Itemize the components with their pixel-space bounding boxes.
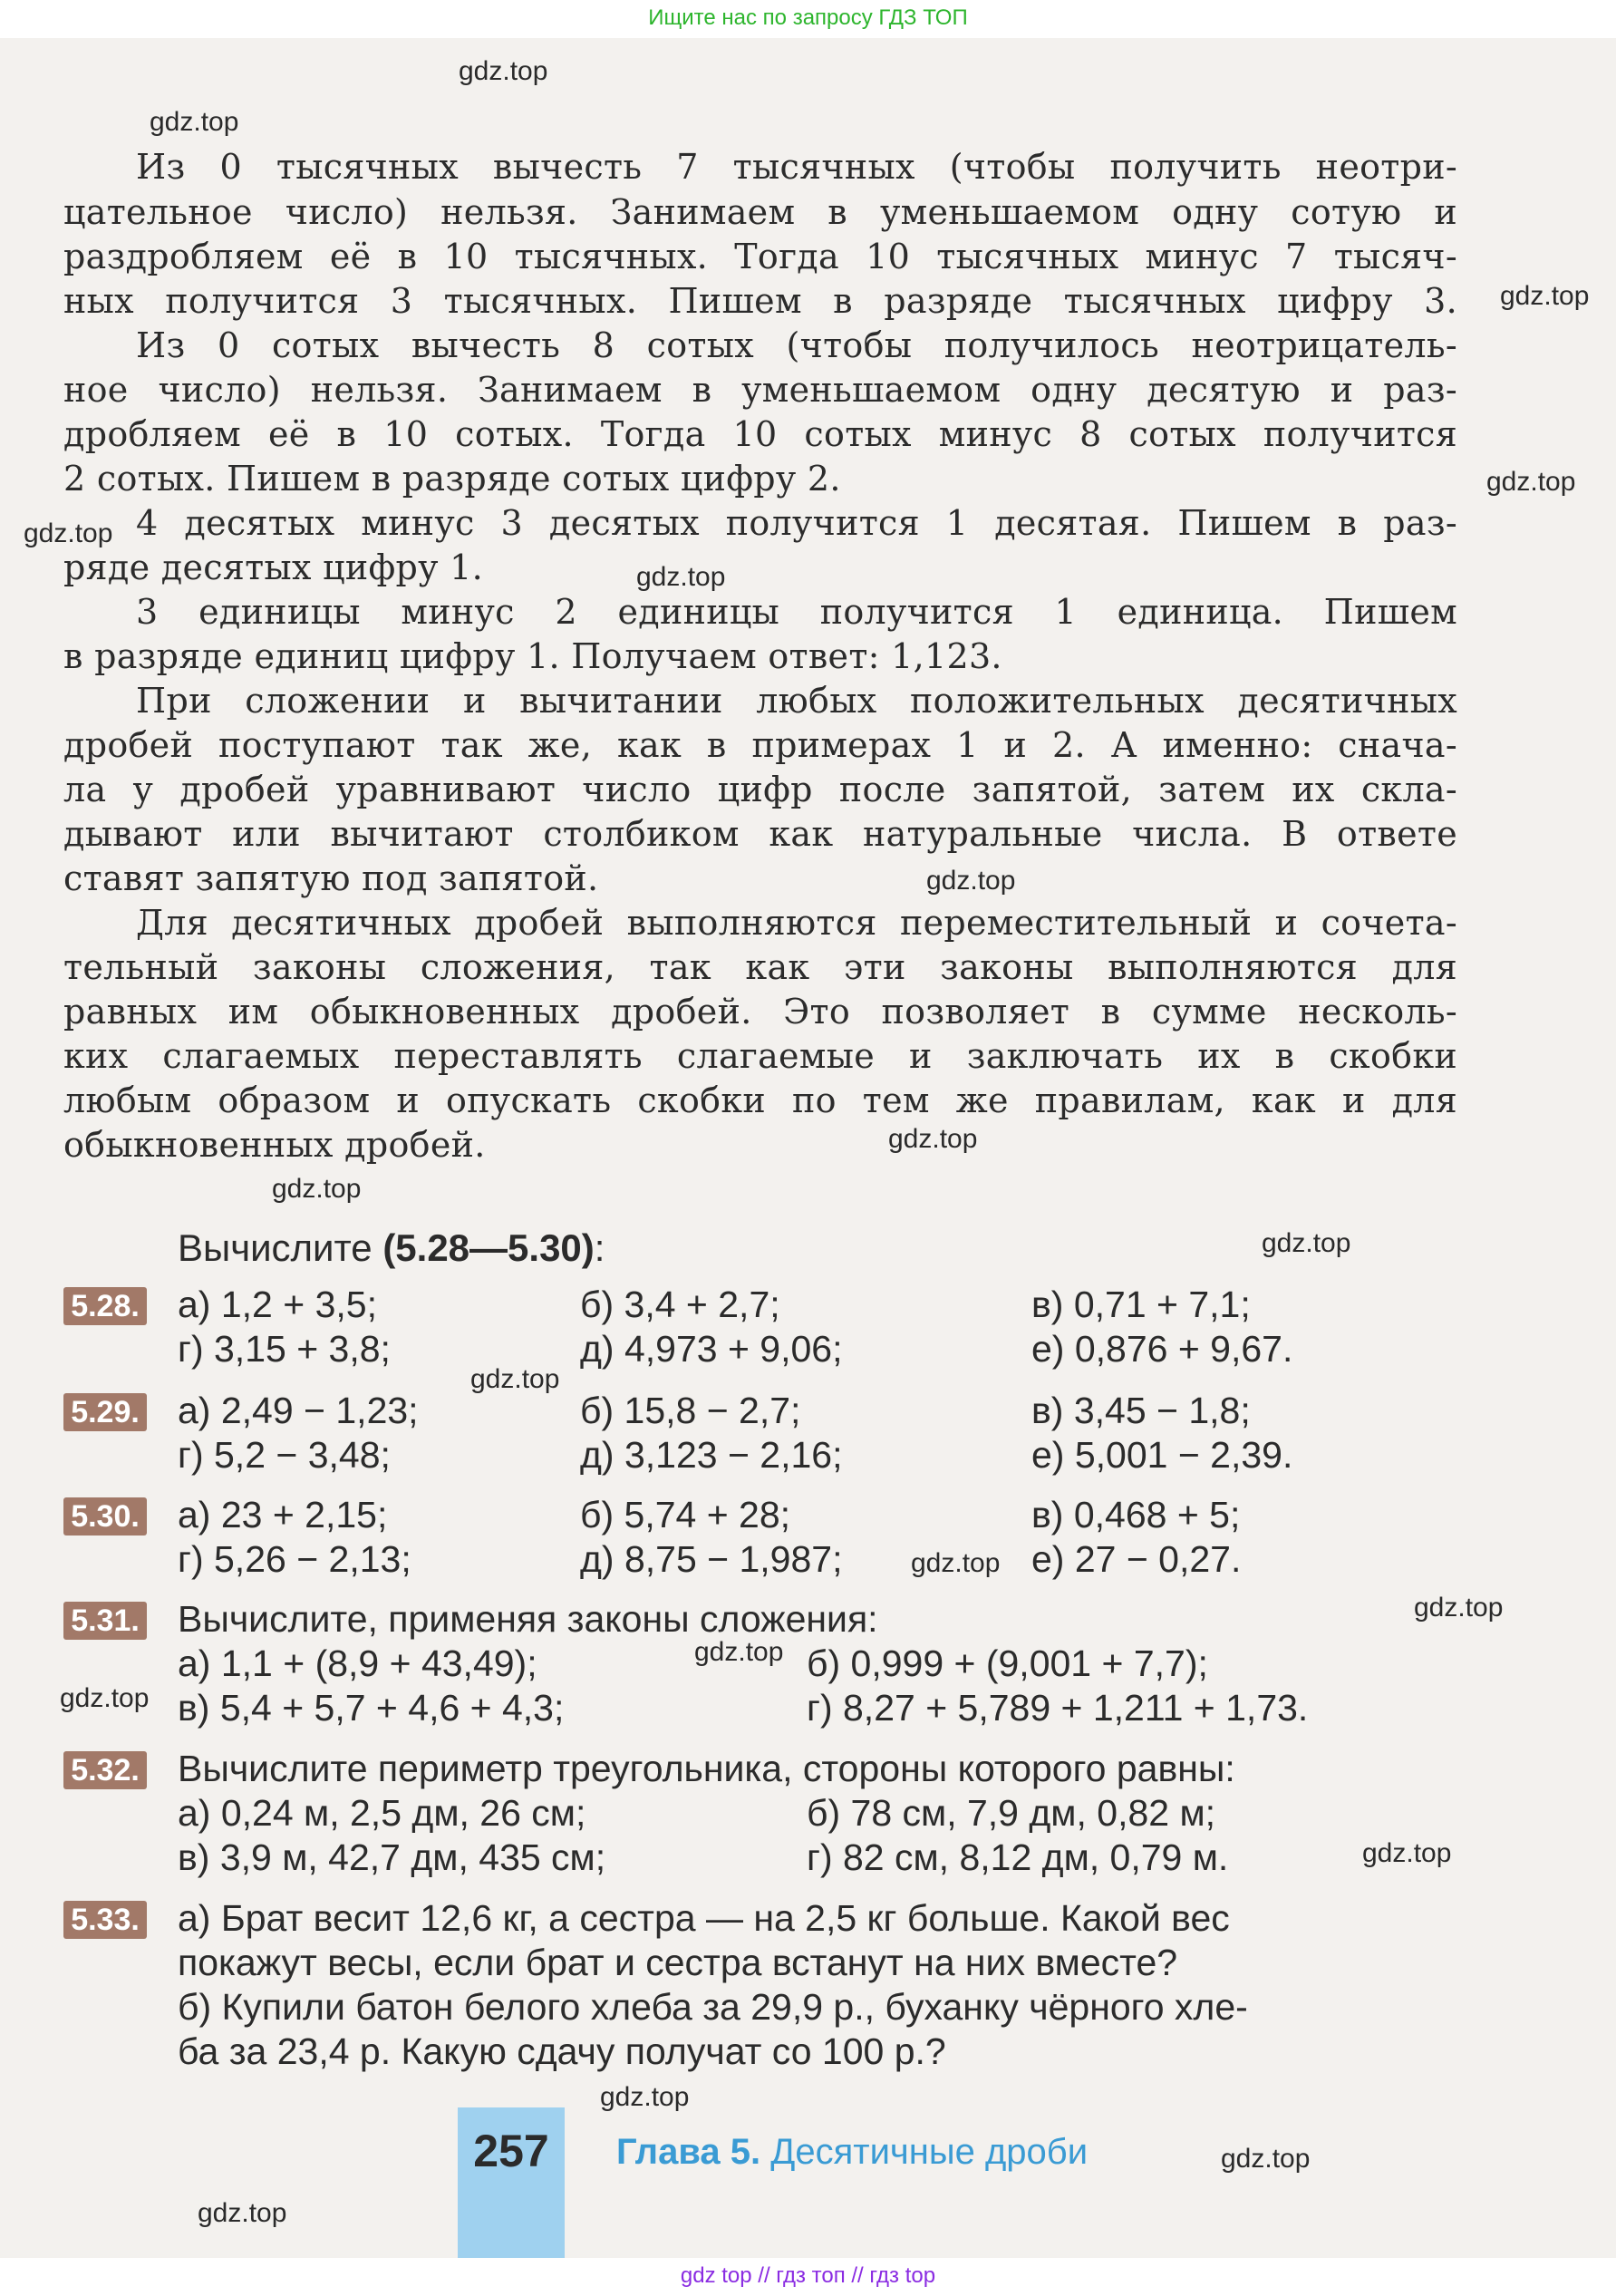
watermark: gdz.top [1486,467,1576,497]
watermark: gdz.top [694,1637,784,1667]
compute-heading-colon: : [594,1226,605,1269]
watermark: gdz.top [272,1174,362,1204]
exercise-item: а) 23 + 2,15; [178,1494,388,1536]
text-line: Для десятичных дробей выполняются переместительный и сочета- [136,903,1457,943]
bottom-banner[interactable] [0,2258,1616,2296]
text-line: в разряде единиц цифру 1. Получаем ответ: 1,123. [63,636,1002,676]
task-number-5-33: 5.33. [63,1901,147,1939]
text-line: ряде десятых цифру 1. [63,547,484,587]
compute-heading-text: Вычислите [178,1226,383,1269]
compute-heading [178,1226,605,1270]
exercise-item: б) 3,4 + 2,7; [580,1284,780,1325]
text-line: дывают или вычитают столбиком как натуральные числа. В ответе [63,814,1457,854]
task-number-5-28: 5.28. [63,1287,147,1325]
text-line: ное число) нельзя. Занимаем в уменьшаемом одну десятую и раз- [63,370,1457,410]
text-line: тельный законы сложения, так как эти законы выполняются для [63,947,1457,987]
text-line: дробей поступают так же, как в примерах 1 и 2. А именно: снача- [63,725,1457,765]
text-line: раздробляем её в 10 тысячных. Тогда 10 тысячных минус 7 тысяч- [63,237,1457,276]
exercise-item: в) 0,71 + 7,1; [1031,1284,1251,1325]
text-line: 3 единицы минус 2 единицы получится 1 единица. Пишем [136,592,1457,632]
exercise-item: г) 3,15 + 3,8; [178,1328,391,1370]
exercise-item: г) 8,27 + 5,789 + 1,211 + 1,73. [807,1687,1309,1729]
task-number-5-29: 5.29. [63,1393,147,1431]
task-title: Вычислите периметр треугольника, стороны которого равны: [178,1748,1235,1789]
exercise-item: в) 5,4 + 5,7 + 4,6 + 4,3; [178,1687,565,1729]
text-line: Из 0 сотых вычесть 8 сотых (чтобы получилось неотрицатель- [136,325,1457,365]
exercise-item: а) 1,1 + (8,9 + 43,49); [178,1642,537,1684]
chapter-label: Глава 5. [616,2132,761,2172]
chapter-title [616,2132,1088,2173]
watermark: gdz.top [470,1364,560,1394]
exercise-item: в) 3,45 − 1,8; [1031,1390,1251,1431]
text-line: обыкновенных дробей. [63,1125,486,1165]
task-text-line: а) Брат весит 12,6 кг, а сестра — на 2,5 кг больше. Какой вес [178,1897,1230,1939]
watermark: gdz.top [926,866,1016,896]
exercise-item: д) 4,973 + 9,06; [580,1328,843,1370]
text-line: ных получится 3 тысячных. Пишем в разряде тысячных цифру 3. [63,281,1457,321]
task-number-5-30: 5.30. [63,1497,147,1536]
top-banner[interactable] [0,0,1616,38]
task-text-line: ба за 23,4 р. Какую сдачу получат со 100 р.? [178,2030,946,2072]
text-line: ставят запятую под запятой. [63,858,599,898]
exercise-item: а) 2,49 − 1,23; [178,1390,419,1431]
exercise-item: а) 0,24 м, 2,5 дм, 26 см; [178,1792,586,1834]
text-line: ких слагаемых переставлять слагаемые и заключать их в скобки [63,1036,1457,1076]
exercise-item: б) 15,8 − 2,7; [580,1390,801,1431]
watermark: gdz.top [600,2082,690,2112]
text-line: При сложении и вычитании любых положительных десятичных [136,681,1457,721]
watermark: gdz.top [1362,1838,1452,1868]
compute-heading-range: (5.28—5.30) [382,1226,595,1269]
watermark: gdz.top [1221,2144,1311,2174]
watermark: gdz.top [1500,281,1590,311]
task-text-line: б) Купили батон белого хлеба за 29,9 р., буханку чёрного хле- [178,1986,1248,2028]
bottom-banner-text[interactable]: gdz top // гдз топ // гдз top [680,2263,936,2288]
exercise-item: б) 0,999 + (9,001 + 7,7); [807,1642,1208,1684]
watermark: gdz.top [1262,1228,1351,1258]
text-line: цательное число) нельзя. Занимаем в уменьшаемом одну сотую и [63,192,1457,232]
exercise-item: г) 5,26 − 2,13; [178,1538,411,1580]
watermark: gdz.top [150,107,239,137]
task-title: Вычислите, применяя законы сложения: [178,1598,878,1640]
exercise-item: б) 78 см, 7,9 дм, 0,82 м; [807,1792,1216,1834]
watermark: gdz.top [636,562,726,592]
exercise-item: в) 0,468 + 5; [1031,1494,1241,1536]
exercise-item: г) 82 см, 8,12 дм, 0,79 м. [807,1836,1229,1878]
task-number-5-31: 5.31. [63,1602,147,1640]
text-line: Из 0 тысячных вычесть 7 тысячных (чтобы получить неотри- [136,147,1457,187]
exercise-item: д) 8,75 − 1,987; [580,1538,843,1580]
watermark: gdz.top [911,1548,1001,1578]
exercise-item: е) 5,001 − 2,39. [1031,1434,1293,1476]
watermark: gdz.top [888,1124,978,1154]
text-line: ла у дробей уравнивают число цифр после запятой, затем их скла- [63,770,1457,809]
top-banner-text[interactable]: Ищите нас по запросу ГДЗ ТОП [648,5,968,30]
text-line: 2 сотых. Пишем в разряде сотых цифру 2. [63,459,841,499]
exercise-item: е) 0,876 + 9,67. [1031,1328,1293,1370]
chapter-name: Десятичные дроби [770,2132,1089,2172]
watermark: gdz.top [60,1683,150,1713]
watermark: gdz.top [24,518,113,548]
exercise-item: г) 5,2 − 3,48; [178,1434,391,1476]
exercise-item: в) 3,9 м, 42,7 дм, 435 см; [178,1836,606,1878]
exercise-item: е) 27 − 0,27. [1031,1538,1242,1580]
task-number-5-32: 5.32. [63,1751,147,1789]
text-line: дробляем её в 10 сотых. Тогда 10 сотых минус 8 сотых получится [63,414,1457,454]
text-line: любым образом и опускать скобки по тем же правилам, как и для [63,1080,1457,1120]
task-text-line: покажут весы, если брат и сестра встанут на них вместе? [178,1942,1178,1983]
exercise-item: д) 3,123 − 2,16; [580,1434,843,1476]
text-line: 4 десятых минус 3 десятых получится 1 десятая. Пишем в раз- [136,503,1457,543]
exercise-item: а) 1,2 + 3,5; [178,1284,377,1325]
exercise-item: б) 5,74 + 28; [580,1494,791,1536]
watermark: gdz.top [198,2198,287,2228]
watermark: gdz.top [459,56,548,86]
page-number: 257 [473,2126,549,2176]
watermark: gdz.top [1414,1593,1504,1623]
text-line: равных им обыкновенных дробей. Это позволяет в сумме несколь- [63,992,1457,1032]
